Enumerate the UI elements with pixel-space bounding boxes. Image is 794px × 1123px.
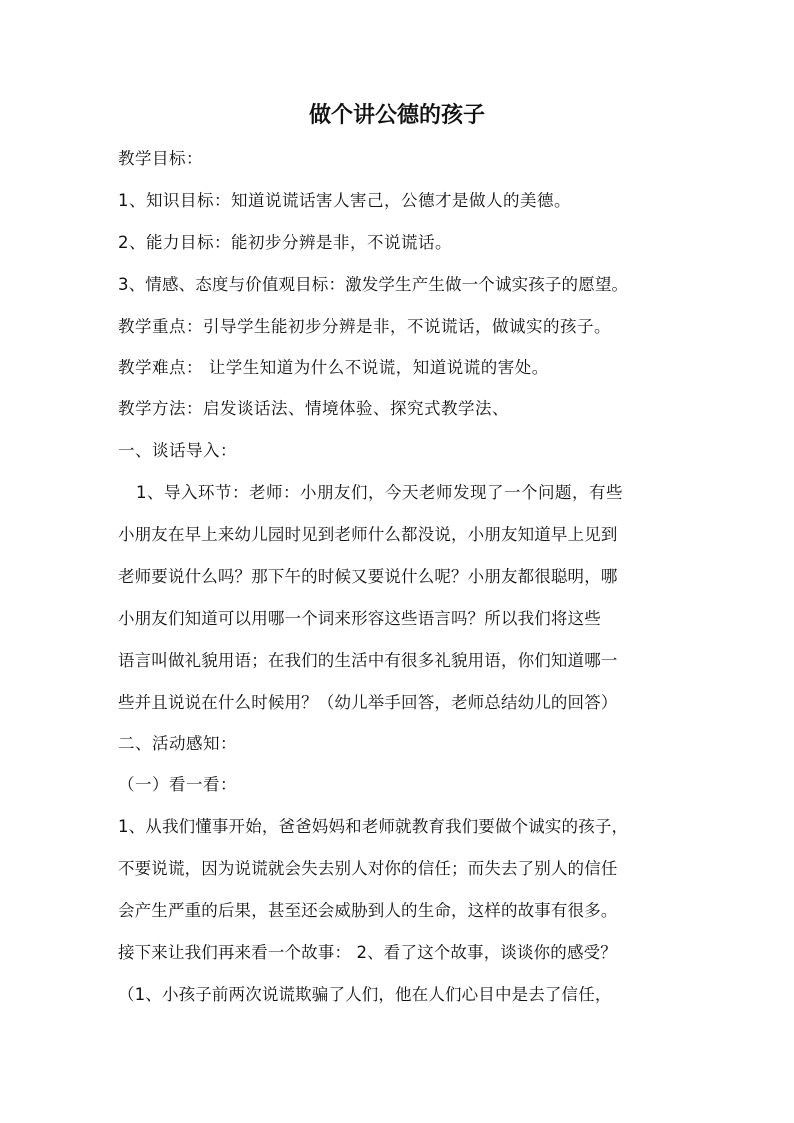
text-line-section-two: 二、活动感知：: [118, 734, 237, 753]
text-line-method: 教学方法：启发谈话法、情境体验、探究式教学法、: [118, 399, 509, 418]
text-line-objectives-heading: 教学目标：: [118, 149, 203, 168]
text-line-difficulty: 教学难点： 让学生知道为什么不说谎，知道说谎的害处。: [118, 358, 549, 377]
text-line-story-2: 不要说谎，因为说谎就会失去别人对你的信任；而失去了别人的信任: [118, 859, 618, 878]
text-line-subsection-look: （一）看一看：: [118, 775, 237, 794]
text-line-intro-5: 语言叫做礼貌用语；在我们的生活中有很多礼貌用语，你们知道哪一: [118, 651, 618, 670]
text-line-story-5: （1、小孩子前两次说谎欺骗了人们，他在人们心目中是去了信任，: [118, 985, 612, 1004]
text-line-emotion-goal: 3、情感、态度与价值观目标：激发学生产生做一个诚实孩子的愿望。: [118, 275, 629, 294]
text-line-intro-2: 小朋友在早上来幼儿园时见到老师什么都没说，小朋友知道早上见到: [118, 525, 618, 544]
document-title: 做个讲公德的孩子: [308, 102, 485, 128]
text-line-intro-3: 老师要说什么吗？那下午的时候又要说什么呢？小朋友都很聪明，哪: [118, 567, 618, 586]
text-line-knowledge-goal: 1、知识目标：知道说谎话害人害己，公德才是做人的美德。: [118, 191, 571, 210]
text-line-ability-goal: 2、能力目标：能初步分辨是非，不说谎话。: [118, 233, 452, 252]
text-line-key-point: 教学重点：引导学生能初步分辨是非，不说谎话，做诚实的孩子。: [118, 317, 611, 336]
text-line-intro-4: 小朋友们知道可以用哪一个词来形容这些语言吗？所以我们将这些: [118, 609, 601, 628]
text-line-intro-1: 1、导入环节：老师：小朋友们，今天老师发现了一个问题，有些: [136, 483, 623, 502]
text-line-section-one: 一、谈话导入：: [118, 441, 237, 460]
text-line-story-3: 会产生严重的后果，甚至还会威胁到人的生命，这样的故事有很多。: [118, 901, 618, 920]
text-line-intro-6: 些并且说说在什么时候用？（幼儿举手回答，老师总结幼儿的回答）: [118, 693, 618, 712]
text-line-story-4: 接下来让我们再来看一个故事： 2、看了这个故事，谈谈你的感受？: [118, 943, 617, 962]
text-line-story-1: 1、从我们懂事开始，爸爸妈妈和老师就教育我们要做个诚实的孩子，: [118, 817, 629, 836]
